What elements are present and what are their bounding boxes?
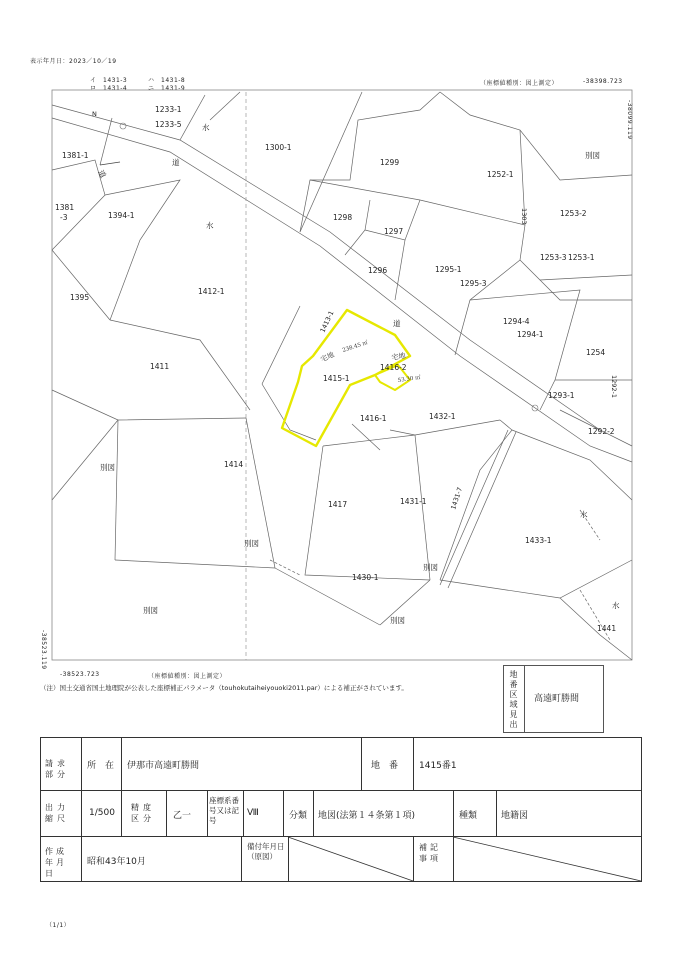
lot-label: 1292-2 [588, 427, 615, 436]
lot-label: 1303 [520, 208, 528, 225]
other-map-label: 別図 [100, 463, 115, 472]
coord-note-bottom: （座標値種別：図上測定） [148, 673, 227, 680]
lot-label: 1299 [380, 158, 400, 167]
ref-b1: ハ 1431-8 [148, 77, 186, 84]
other-map-label: 別図 [390, 616, 405, 625]
handwritten-note: 宅地 [390, 351, 407, 362]
lot-label: 1415-1 [323, 374, 350, 383]
lot-label: 1395 [70, 293, 90, 302]
coord-right-top: -38099.119 [626, 100, 633, 140]
other-map-label: 別図 [143, 606, 158, 615]
created-value: 昭和43年10月 [87, 857, 146, 867]
lot-label: 1433-1 [525, 536, 552, 545]
water-label: 水 [202, 123, 210, 132]
location-value: 伊那市高遠町勝間 [127, 761, 200, 771]
lot-label: 1293-1 [548, 391, 575, 400]
lot-label: 1233-1 [155, 105, 182, 114]
location-label: 所 在 [87, 761, 115, 771]
road-label: 道 [172, 158, 180, 167]
lot-label: 1253-2 [560, 209, 587, 218]
ref-b2: ニ 1431-9 [148, 85, 186, 92]
scale-value: 1/500 [89, 808, 115, 818]
lot-label: 1417 [328, 500, 348, 509]
lot-label: 1296 [368, 266, 388, 275]
lot-label: 1295-3 [460, 279, 487, 288]
lot-label: 1416-2 [380, 363, 407, 372]
lot-label: 1253-1 [568, 253, 595, 262]
water-label: 水 [206, 221, 214, 230]
ref-a2: ロ 1431-4 [90, 85, 128, 92]
lot-label: 1253-3 [540, 253, 567, 262]
road-label: 道 [96, 168, 108, 180]
lot-label: 1416-1 [360, 414, 387, 423]
class-label: 分類 [289, 811, 308, 821]
north-label: N [92, 110, 97, 118]
lot-label: 1252-1 [487, 170, 514, 179]
lot-label: 1394-1 [108, 211, 135, 220]
lot-label: 1413-1 [318, 309, 336, 334]
lot-number-value: 1415番1 [419, 761, 457, 771]
precision-value: 乙一 [173, 811, 192, 821]
handwritten-area: 238.45 ㎡ [341, 340, 369, 354]
lot-label: 1300-1 [265, 143, 292, 152]
lot-label: 1294-1 [517, 330, 544, 339]
coord-left-bottom: -38523.119 [40, 630, 47, 670]
lot-label: 1233-5 [155, 120, 182, 129]
water-label: 水 [580, 510, 588, 519]
other-map-label: 別図 [585, 151, 600, 160]
district-box [503, 665, 604, 733]
lot-number-label: 地 番 [371, 761, 399, 771]
lot-label: 1441 [597, 624, 617, 633]
print-date: 表示年月日：2023／10／19 [30, 58, 117, 65]
lot-label: 1295-1 [435, 265, 462, 274]
other-map-label: 別図 [423, 563, 438, 572]
lot-label: 1432-1 [429, 412, 456, 421]
other-map-label: 別図 [244, 539, 259, 548]
request-label: 請求部分 [45, 759, 69, 779]
precision-label: 精度区分 [131, 803, 155, 823]
lot-label: 1297 [384, 227, 404, 236]
coord-system-value: Ⅷ [247, 808, 259, 818]
correction-note: （注）国土交通省国土地理院が公表した座標補正パラメータ（touhokutaiheiyouoki2011.par）による補正がされています。 [40, 684, 408, 692]
lot-label: 1431-7 [449, 486, 465, 511]
lot-label: 1411 [150, 362, 170, 371]
water-label: 水 [612, 601, 620, 610]
lot-label: 1292-1 [610, 375, 618, 399]
type-value: 地籍図 [501, 811, 529, 821]
created-label: 作成年月日 [45, 847, 67, 878]
ref-a1: イ 1431-3 [90, 77, 128, 84]
class-value: 地図(法第１４条第１項) [318, 811, 416, 821]
road-label: 道 [393, 319, 401, 328]
lot-label: 1414 [224, 460, 244, 469]
lot-label: 1298 [333, 213, 353, 222]
coord-note-top: （座標値種別：図上測定） [480, 80, 559, 87]
lot-label: 1381-1 [62, 151, 89, 160]
district-heading: 地番区域見出 [509, 670, 518, 730]
lot-label: 1412-1 [198, 287, 225, 296]
lot-label: 1254 [586, 348, 606, 357]
coord-system-label: 座標系番号又は記号 [209, 796, 239, 825]
coord-top-right: -38398.723 [583, 78, 623, 85]
prep-date-label: 備付年月日（原図） [247, 842, 285, 861]
supplement-label: 補記事項 [419, 843, 441, 863]
lot-label: 1431-1 [400, 497, 427, 506]
type-label: 種類 [459, 811, 478, 821]
lot-label: -3 [60, 213, 68, 222]
lot-label: 1381 [55, 203, 75, 212]
info-table [40, 737, 642, 882]
handwritten-note: 宅地 [319, 350, 336, 364]
scale-label: 出力縮尺 [45, 803, 69, 823]
lot-label: 1430-1 [352, 573, 379, 582]
lot-label: 1294-4 [503, 317, 530, 326]
coord-bottom-left: -38523.723 [60, 671, 100, 678]
district-name: 高遠町勝間 [534, 694, 580, 704]
page-indicator: （1/1） [46, 922, 71, 929]
handwritten-area: 53.30 ㎡ [397, 374, 422, 384]
